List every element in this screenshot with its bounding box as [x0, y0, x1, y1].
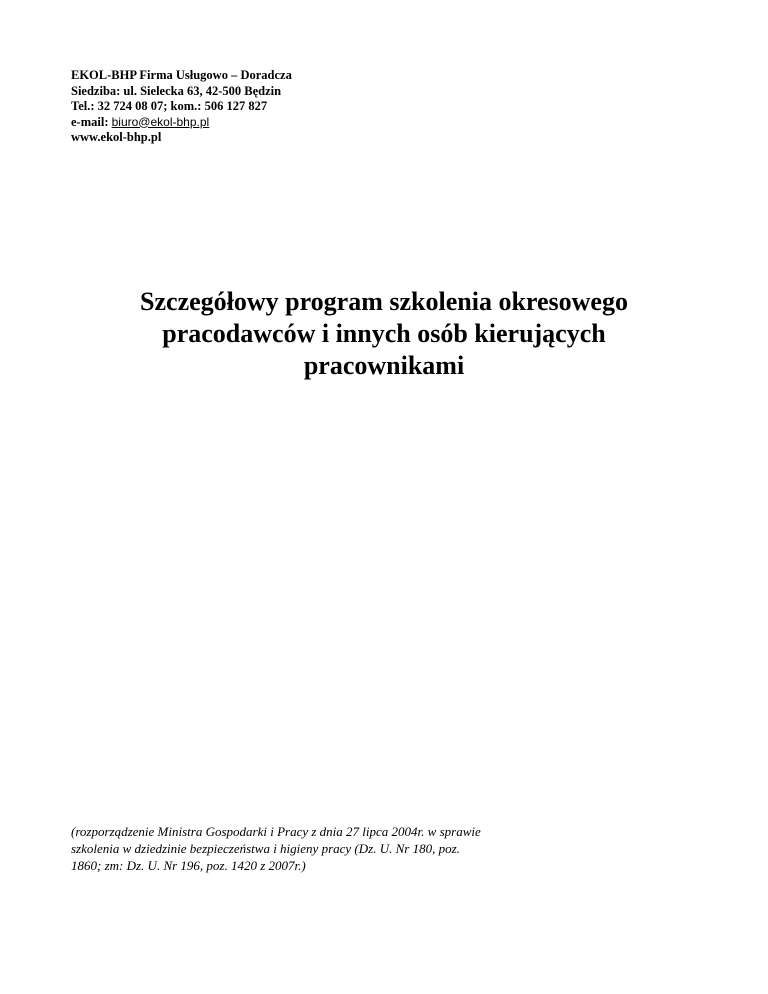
note-line: szkolenia w dziedzinie bezpieczeństwa i higieny pracy (Dz. U. Nr 180, poz. [71, 841, 460, 856]
company-email [71, 115, 292, 131]
company-address: Siedziba: ul. Sielecka 63, 42-500 Będzin [71, 83, 282, 98]
email-label: e-mail: [71, 114, 109, 129]
email-link[interactable]: biuro@ekol-bhp.pl [111, 114, 210, 129]
legal-basis-note [71, 823, 591, 874]
note-line: (rozporządzenie Ministra Gospodarki i Pracy z dnia 27 lipca 2004r. w sprawie [71, 824, 481, 839]
company-phone: Tel.: 32 724 08 07; kom.: 506 127 827 [71, 99, 268, 113]
document-title [70, 286, 698, 382]
title-line: pracodawców i innych osób kierujących [162, 319, 606, 348]
company-header [71, 68, 292, 146]
company-name: EKOL-BHP Firma Usługowo – Doradcza [71, 68, 292, 82]
note-line: 1860; zm: Dz. U. Nr 196, poz. 1420 z 2007r.) [71, 858, 306, 873]
title-line: pracownikami [303, 351, 465, 380]
company-website[interactable]: www.ekol-bhp.pl [71, 130, 162, 144]
title-line: Szczegółowy program szkolenia okresowego [140, 287, 628, 316]
